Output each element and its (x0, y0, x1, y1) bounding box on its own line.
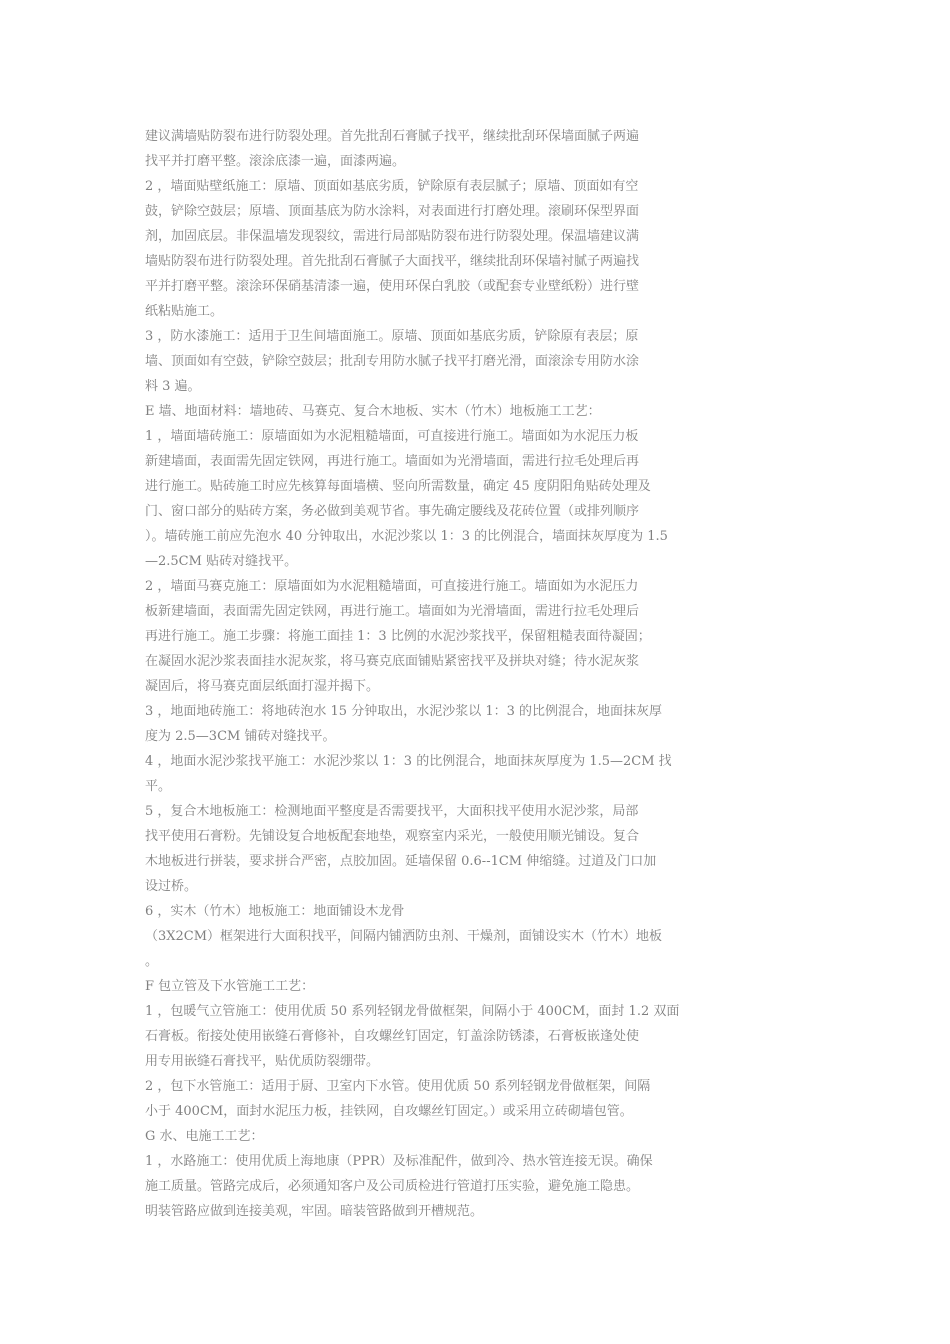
text-line: 找平并打磨平整。滚涂底漆一遍，面漆两遍。 (145, 154, 406, 169)
text-line: ）。墙砖施工前应先泡水 40 分钟取出，水泥沙浆以 1：3 的比例混合，墙面抹灰厚度为 1.5 (145, 529, 668, 544)
text-line: 。 (145, 954, 159, 969)
text-line: 鼓，铲除空鼓层；原墙、顶面基底为防水涂料，对表面进行打磨处理。滚刷环保型界面 (145, 204, 640, 219)
text-line: 平。 (145, 779, 172, 794)
text-line: 6 ，实木（竹木）地板施工：地面铺设木龙骨 (145, 904, 405, 919)
text-line: 再进行施工。施工步骤：将施工面挂 1：3 比例的水泥沙浆找平，保留粗糙表面待凝固； (145, 629, 651, 644)
text-line: （3X2CM）框架进行大面积找平，间隔内铺洒防虫剂、干燥剂，面铺设实木（竹木）地板 (145, 929, 663, 944)
text-line: 小于 400CM，面封水泥压力板，挂铁网，自攻螺丝钉固定。）或采用立砖砌墙包管。 (145, 1104, 633, 1119)
text-line: 凝固后，将马赛克面层纸面打湿并揭下。 (145, 679, 380, 694)
text-line: 板新建墙面，表面需先固定铁网，再进行施工。墙面如为光滑墙面，需进行拉毛处理后 (145, 604, 640, 619)
text-line: 剂，加固底层。非保温墙发现裂纹，需进行局部贴防裂布进行防裂处理。保温墙建议满 (145, 229, 640, 244)
text-line: 1 ，包暖气立管施工：使用优质 50 系列轻钢龙骨做框架，间隔小于 400CM，面封 1.2 双面 (145, 1004, 680, 1019)
text-line: 3 ，防水漆施工：适用于卫生间墙面施工。原墙、顶面如基底劣质，铲除原有表层；原 (145, 329, 639, 344)
text-line: 建议满墙贴防裂布进行防裂处理。首先批刮石膏腻子找平，继续批刮环保墙面腻子两遍 (145, 129, 640, 144)
text-line: 度为 2.5—3CM 铺砖对缝找平。 (145, 729, 336, 744)
text-line: 设过桥。 (145, 879, 198, 894)
section-heading: E 墙、地面材料：墙地砖、马赛克、复合木地板、实木（竹木）地板施工工艺： (145, 404, 601, 419)
document-body (145, 124, 735, 1224)
section-heading: F 包立管及下水管施工工艺： (145, 979, 315, 994)
text-line: 在凝固水泥沙浆表面挂水泥灰浆，将马赛克底面铺贴紧密找平及拼块对缝；待水泥灰浆 (145, 654, 640, 669)
text-line: 1 ，水路施工：使用优质上海地康（PPR）及标准配件，做到冷、热水管连接无误。确保 (145, 1154, 653, 1169)
text-line: 木地板进行拼装，要求拼合严密，点胶加固。延墙保留 0.6--1CM 伸缩缝。过道及门口加 (145, 854, 657, 869)
text-line: 石膏板。衔接处使用嵌缝石膏修补，自攻螺丝钉固定，钉盖涂防锈漆，石膏板嵌逢处使 (145, 1029, 640, 1044)
text-line: 2 ，包下水管施工：适用于厨、卫室内下水管。使用优质 50 系列轻钢龙骨做框架，间隔 (145, 1079, 651, 1094)
text-line: 门、窗口部分的贴砖方案，务必做到美观节省。事先确定腰线及花砖位置（或排列顺序 (145, 504, 640, 519)
text-line: 找平使用石膏粉。先铺设复合地板配套地垫，观察室内采光，一般使用顺光铺设。复合 (145, 829, 640, 844)
section-heading: G 水、电施工工艺： (145, 1129, 264, 1144)
text-line: 墙贴防裂布进行防裂处理。首先批刮石膏腻子大面找平，继续批刮环保墙衬腻子两遍找 (145, 254, 640, 269)
text-line: 料 3 遍。 (145, 379, 201, 394)
text-line: 用专用嵌缝石膏找平，贴优质防裂绷带。 (145, 1054, 380, 1069)
text-line: 进行施工。贴砖施工时应先核算每面墙横、竖向所需数量，确定 45 度阴阳角贴砖处理及 (145, 479, 651, 494)
text-line: 1 ，墙面墙砖施工：原墙面如为水泥粗糙墙面，可直接进行施工。墙面如为水泥压力板 (145, 429, 639, 444)
text-line: 2 ，墙面马赛克施工：原墙面如为水泥粗糙墙面，可直接进行施工。墙面如为水泥压力 (145, 579, 639, 594)
text-line: 3 ，地面地砖施工：将地砖泡水 15 分钟取出，水泥沙浆以 1：3 的比例混合，地面抹灰厚 (145, 704, 663, 719)
text-line: 5 ，复合木地板施工：检测地面平整度是否需要找平，大面积找平使用水泥沙浆，局部 (145, 804, 639, 819)
text-line: 施工质量。管路完成后，必须通知客户及公司质检进行管道打压实验，避免施工隐患。 (145, 1179, 640, 1194)
text-line: —2.5CM 贴砖对缝找平。 (145, 554, 298, 569)
text-line: 纸粘贴施工。 (145, 304, 224, 319)
text-line: 墙、顶面如有空鼓，铲除空鼓层；批刮专用防水腻子找平打磨光滑，面滚涂专用防水涂 (145, 354, 640, 369)
text-line: 新建墙面，表面需先固定铁网，再进行施工。墙面如为光滑墙面，需进行拉毛处理后再 (145, 454, 640, 469)
text-line: 4 ，地面水泥沙浆找平施工：水泥沙浆以 1：3 的比例混合，地面抹灰厚度为 1.5—2CM 找 (145, 754, 672, 769)
text-line: 平并打磨平整。滚涂环保硝基清漆一遍，使用环保白乳胶（或配套专业壁纸粉）进行壁 (145, 279, 640, 294)
text-line: 2 ，墙面贴壁纸施工：原墙、顶面如基底劣质，铲除原有表层腻子；原墙、顶面如有空 (145, 179, 639, 194)
text-line: 明装管路应做到连接美观，牢固。暗装管路做到开槽规范。 (145, 1204, 484, 1219)
